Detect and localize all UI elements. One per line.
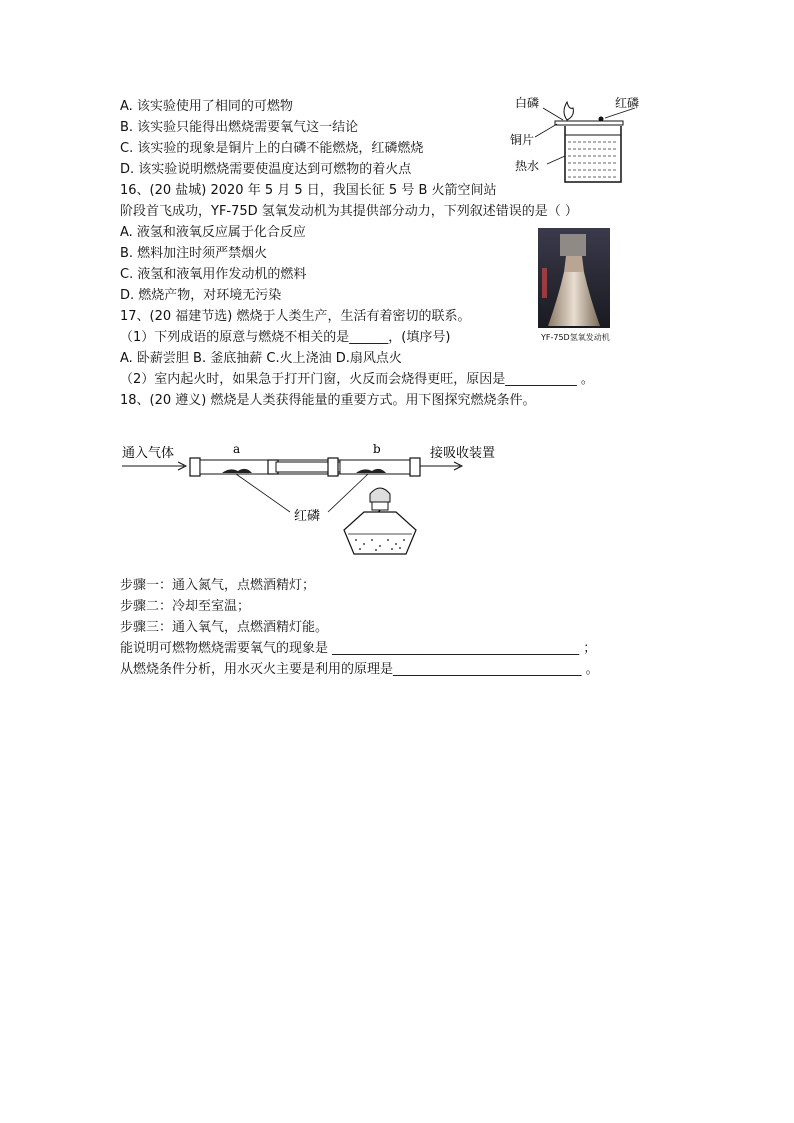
option-c: C. 该实验的现象是铜片上的白磷不能燃烧，红磷燃烧 <box>120 141 424 156</box>
step-3: 步骤三：通入氧气，点燃酒精灯能。 <box>120 620 329 635</box>
red-phosphorus-label: 红磷 <box>615 96 640 110</box>
tube-b-label: b <box>373 442 381 456</box>
q16-option-d: D. 燃烧产物，对环境无污染 <box>120 288 282 303</box>
lamp-cap <box>370 488 390 502</box>
q17-sub2: （2）室内起火时，如果急于打开门窗，火反而会烧得更旺，原因是___________ 。 <box>120 372 594 387</box>
q16-option-c: C. 液氢和液氧用作发动机的燃料 <box>120 267 307 282</box>
flame-icon <box>564 102 573 120</box>
phosphorus-beaker-figure <box>505 90 655 190</box>
engine-photo <box>538 228 610 328</box>
alcohol-lamp <box>344 512 416 554</box>
q18-question-2: 从燃烧条件分析，用水灭火主要是利用的原理是_____________________________ 。 <box>120 662 599 677</box>
option-b: B. 该实验只能得出燃烧需要氧气这一结论 <box>120 120 359 135</box>
option-d: D. 该实验说明燃烧需要使温度达到可燃物的着火点 <box>120 162 412 177</box>
copper-sheet-label: 铜片 <box>510 133 535 147</box>
q16-option-a: A. 液氢和液氧反应属于化合反应 <box>120 225 306 240</box>
step-2: 步骤二：冷却至室温； <box>120 599 251 614</box>
option-a: A. 该实验使用了相同的可燃物 <box>120 99 293 114</box>
absorber-label: 接吸收装置 <box>430 446 496 461</box>
engine-photo-caption: YF-75D氢氧发动机 <box>541 333 610 342</box>
white-phosphorus-label: 白磷 <box>515 96 540 110</box>
q16-stem-line1: 16、(20 盐城) 2020 年 5 月 5 日，我国长征 5 号 B 火箭空间站 <box>120 183 497 198</box>
beaker <box>565 126 621 182</box>
hot-water-label: 热水 <box>515 159 540 173</box>
q17-stem: 17、(20 福建节选) 燃烧于人类生产，生活有着密切的联系。 <box>120 309 471 324</box>
red-phosphorus-label: 红磷 <box>294 509 321 524</box>
q18-stem: 18、(20 遵义) 燃烧是人类获得能量的重要方式。用下图探究燃烧条件。 <box>120 393 536 408</box>
tube-a-label: a <box>233 442 241 456</box>
q16-stem-line2: 阶段首飞成功，YF-75D 氢氧发动机为其提供部分动力，下列叙述错误的是（ ） <box>120 204 578 219</box>
red-phosphorus-dot <box>599 117 604 122</box>
q17-options: A. 卧薪尝胆 B. 釜底抽薪 C.火上浇油 D.扇风点火 <box>120 351 402 366</box>
q17-sub1: （1）下列成语的原意与燃烧不相关的是______，(填序号) <box>120 330 451 345</box>
q16-option-b: B. 燃料加注时须严禁烟火 <box>120 246 268 261</box>
apparatus-figure <box>118 436 508 566</box>
copper-sheet <box>555 121 623 125</box>
gas-in-label: 通入气体 <box>122 446 175 461</box>
step-1: 步骤一：通入氮气，点燃酒精灯； <box>120 578 316 593</box>
q18-question-1: 能说明可燃物燃烧需要氧气的现象是 ______________________________________ ； <box>120 641 597 656</box>
